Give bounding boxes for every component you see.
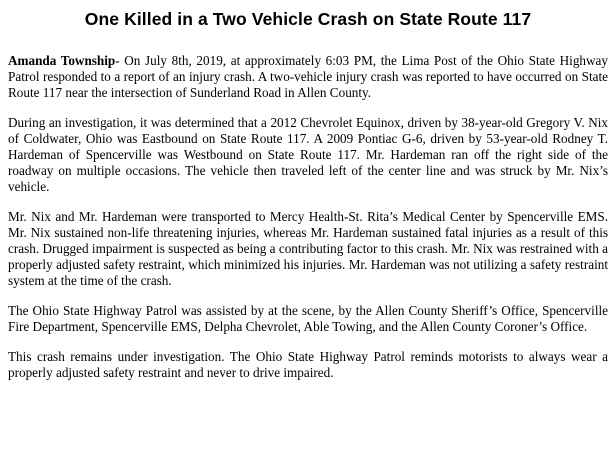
paragraph-assistance: The Ohio State Highway Patrol was assisted by at the scene, by the Allen County Sheriff’s Office, Spencerville Fire Department, Spencerville EMS, Delpha Chevrolet, Able Towing, and the Allen County Coroner’s Office. — [8, 303, 608, 334]
paragraph-injuries: Mr. Nix and Mr. Hardeman were transported to Mercy Health-St. Rita’s Medical Center by Spencerville EMS. Mr. Nix sustained non-life threatening injuries, whereas Mr. Hardeman sustained fatal injuries as a result of this crash. Drugged impairment is suspected as being a contributing factor to this crash. Mr. Nix was restrained with a properly adjusted safety restraint, which minimized his injuries. Mr. Hardeman was not utilizing a safety restraint system at the time of the crash. — [8, 209, 608, 288]
paragraph-closing: This crash remains under investigation. The Ohio State Highway Patrol reminds motorists to always wear a properly adjusted safety restraint and never to drive impaired. — [8, 349, 608, 380]
paragraph-intro — [8, 53, 608, 101]
dateline: Amanda Township — [8, 53, 116, 68]
headline: One Killed in a Two Vehicle Crash on State Route 117 — [84, 9, 532, 29]
paragraph-investigation: During an investigation, it was determined that a 2012 Chevrolet Equinox, driven by 38-year-old Gregory V. Nix of Coldwater, Ohio was Eastbound on State Route 117. A 2009 Pontiac G-6, driven by 53-year-old Rodney T. Hardeman of Spencerville was Westbound on State Route 117. Mr. Hardeman ran off the right side of the roadway on multiple occasions. The vehicle then traveled left of the center line and was struck by Mr. Nix’s vehicle. — [8, 115, 608, 194]
paragraph-intro-text: - On July 8th, 2019, at approximately 6:03 PM, the Lima Post of the Ohio State Highway Patrol responded to a report of an injury crash. A two-vehicle injury crash was reported to have occurred on State Route 117 near the intersection of Sunderland Road in Allen County. — [8, 53, 608, 100]
